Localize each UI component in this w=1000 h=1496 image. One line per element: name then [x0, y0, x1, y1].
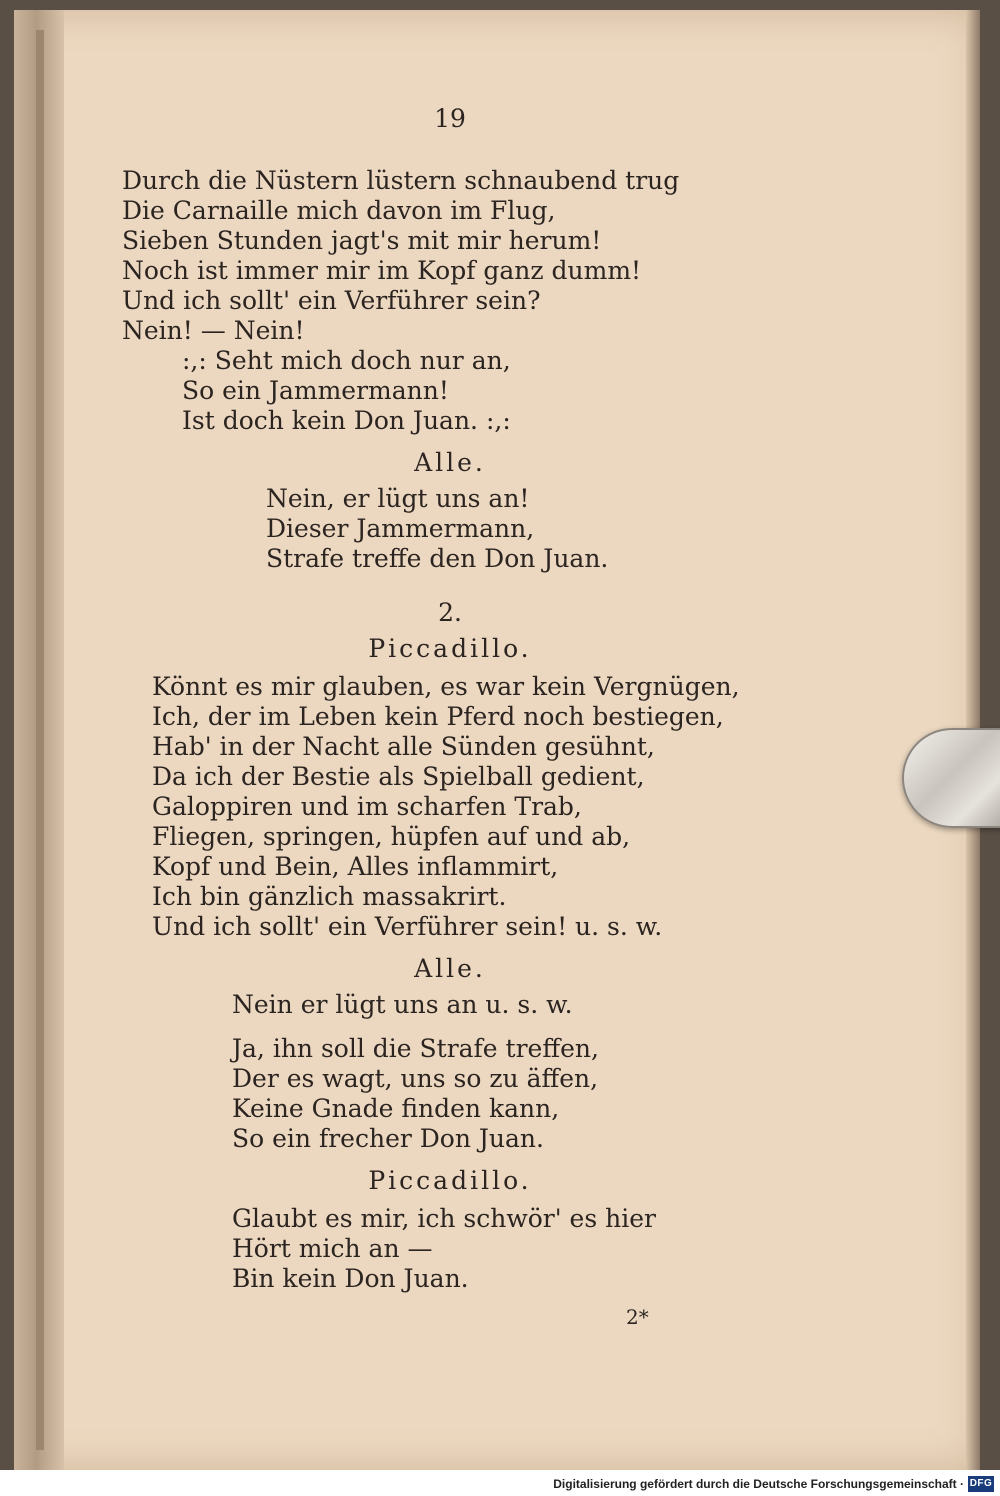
refrain-line: So ein Jammermann! — [182, 376, 449, 405]
speaker-heading: Piccadillo. — [368, 634, 532, 663]
speaker-heading: Alle. — [414, 954, 486, 983]
refrain-line: :,: Seht mich doch nur an, — [182, 346, 511, 375]
chorus-line: Ja, ihn soll die Strafe treffen, — [232, 1034, 599, 1063]
verse-line: Glaubt es mir, ich schwör' es hier — [232, 1204, 656, 1233]
chorus-line: Nein, er lügt uns an! — [266, 484, 530, 513]
verse-line: Fliegen, springen, hüpfen auf und ab, — [152, 822, 631, 851]
chorus-line: Der es wagt, uns so zu äffen, — [232, 1064, 599, 1093]
chorus-line: Strafe treffe den Don Juan. — [266, 544, 609, 573]
signature-mark: 2* — [626, 1305, 649, 1329]
section-number: 2. — [438, 598, 462, 627]
verse-line: Sieben Stunden jagt's mit mir herum! — [122, 226, 602, 255]
verse-line: Hab' in der Nacht alle Sünden gesühnt, — [152, 732, 655, 761]
chorus-line: Dieser Jammermann, — [266, 514, 535, 543]
verse-line: Nein! — Nein! — [122, 316, 305, 345]
verse-line: Hört mich an — — [232, 1234, 433, 1263]
refrain-line: Ist doch kein Don Juan. :,: — [182, 406, 511, 435]
verse-line: Die Carnaille mich davon im Flug, — [122, 196, 556, 225]
page-number: 19 — [434, 104, 466, 133]
chorus-line: So ein frecher Don Juan. — [232, 1124, 544, 1153]
verse-line: Und ich sollt' ein Verführer sein? — [122, 286, 541, 315]
verse-line: Durch die Nüstern lüstern schnaubend trug — [122, 166, 680, 195]
speaker-heading: Piccadillo. — [368, 1166, 532, 1195]
verse-line: Ich bin gänzlich massakrirt. — [152, 882, 507, 911]
dfg-logo-icon: DFG — [968, 1476, 994, 1492]
verse-line: Noch ist immer mir im Kopf ganz dumm! — [122, 256, 642, 285]
chorus-line: Keine Gnade finden kann, — [232, 1094, 560, 1123]
verse-line: Könnt es mir glauben, es war kein Vergnügen, — [152, 672, 740, 701]
digitization-footer — [0, 1474, 1000, 1496]
verse-line: Ich, der im Leben kein Pferd noch bestiegen, — [152, 702, 724, 731]
footer-credit: Digitalisierung gefördert durch die Deutsche Forschungsgemeinschaft · — [553, 1477, 964, 1491]
chorus-line: Nein er lügt uns an u. s. w. — [232, 990, 573, 1019]
verse-line: Bin kein Don Juan. — [232, 1264, 469, 1293]
speaker-heading: Alle. — [414, 448, 486, 477]
verse-line: Kopf und Bein, Alles inflammirt, — [152, 852, 559, 881]
verse-line: Galoppiren und im scharfen Trab, — [152, 792, 582, 821]
verse-line: Und ich sollt' ein Verführer sein! u. s. w. — [152, 912, 663, 941]
verse-line: Da ich der Bestie als Spielball gedient, — [152, 762, 645, 791]
